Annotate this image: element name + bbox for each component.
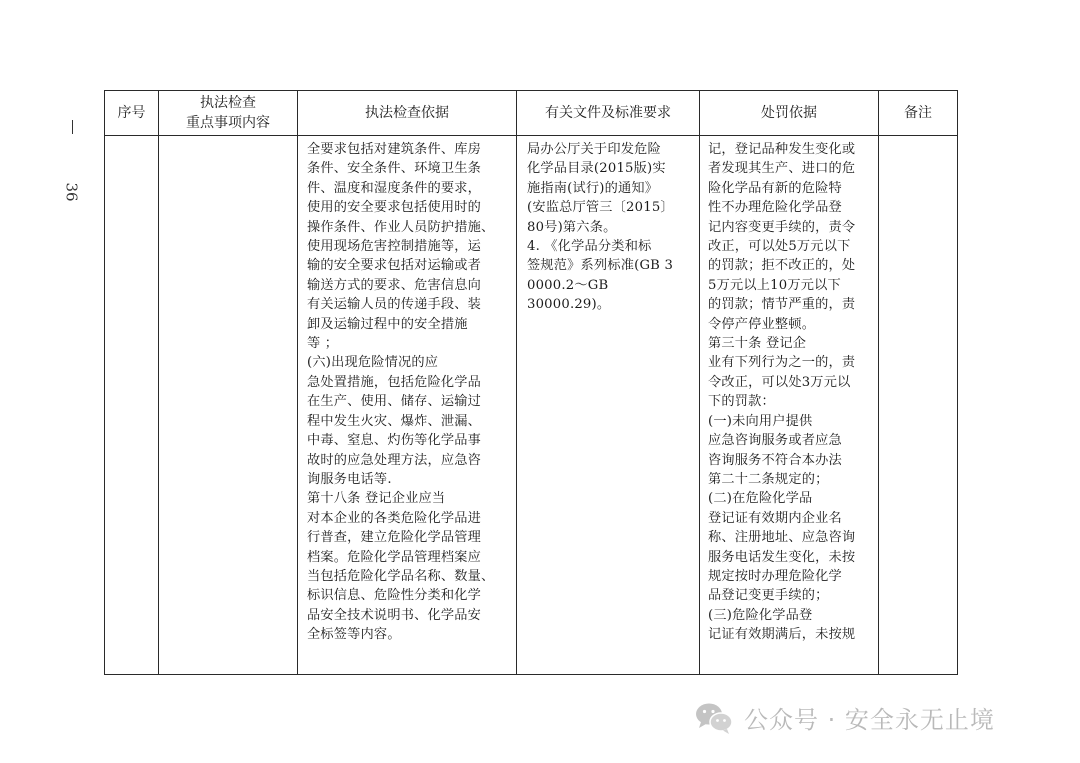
watermark <box>694 700 995 735</box>
cell-focus <box>159 136 298 675</box>
header-focus <box>159 91 298 136</box>
header-basis: 执法检查依据 <box>298 91 517 136</box>
page-number: 36 <box>62 182 81 202</box>
margin-dash <box>72 120 73 134</box>
docs-text: 局办公厅关于印发危险 化学品目录(2015版)实 施指南(试行)的通知》 (安监总厅管三〔2015〕 80号)第六条。 4. 《化学品分类和标 签规范》系列标准(GB 3 0000.2～GB 30000.29)。 <box>527 142 674 313</box>
table-row <box>105 136 958 675</box>
cell-seq <box>105 136 159 675</box>
header-docs: 有关文件及标准要求 <box>517 91 700 136</box>
cell-penalty <box>700 136 879 675</box>
cell-basis <box>298 136 517 675</box>
header-remark: 备注 <box>879 91 958 136</box>
penalty-text: 记，登记品种发生变化或 者发现其生产、进口的危 险化学品有新的危险特 性不办理危险化学品登 记内容变更手续的，责令 改正，可以处5万元以下 的罚款；拒不改正的，处 5万元以上10万元以下 的罚款；情节严重的，责 令停产停业整顿。 第三十条 登记企 业有下列行为之一的，责 令改正，可以处3万元以 下的罚款： (一)未向用户提供 应急咨询服务或者应急 咨询服务不符合本办法 第二十二条规定的； (二)在危险化学品 登记证有效期内企业名 称、注册地址、应急咨询 服务电话发生变化，未按 规定按时办理危险化学 品登记变更手续的； (三)危险化学品登 记证有效期满后，未按规 <box>708 142 856 643</box>
header-focus-label: 执法检查 重点事项内容 <box>186 95 270 131</box>
cell-remark <box>879 136 958 675</box>
watermark-text: 公众号 · 安全永无止境 <box>744 706 995 734</box>
header-seq: 序号 <box>105 91 159 136</box>
table-header-row <box>105 91 958 136</box>
wechat-icon <box>694 701 734 735</box>
header-penalty: 处罚依据 <box>700 91 879 136</box>
enforcement-table <box>104 90 958 675</box>
basis-text: 全要求包括对建筑条件、库房 条件、安全条件、环境卫生条 件、温度和湿度条件的要求， 使用的安全要求包括使用时的 操作条件、作业人员防护措施、 使用现场危害控制措施等，运 输的安全要求包括对运输或者 输送方式的要求、危害信息向 有关运输人员的传递手段、装 卸及运输过程中的安全措施 等 ； (六)出现危险情况的应 急处置措施，包括危险化学品 在生产、使用、储存、运输过 程中发生火灾、爆炸、泄漏、 中毒、窒息、灼伤等化学品事 故时的应急处理方法，应急咨 询服务电话等. 第十八条 登记企业应当 对本企业的各类危险化学品进 行普查，建立危险化学品管理 档案。危险化学品管理档案应 当包括危险化学品名称、数量、 标识信息、危险性分类和化学 品安全技术说明书、化学品安 全标签等内容。 <box>307 142 495 643</box>
cell-docs <box>517 136 700 675</box>
